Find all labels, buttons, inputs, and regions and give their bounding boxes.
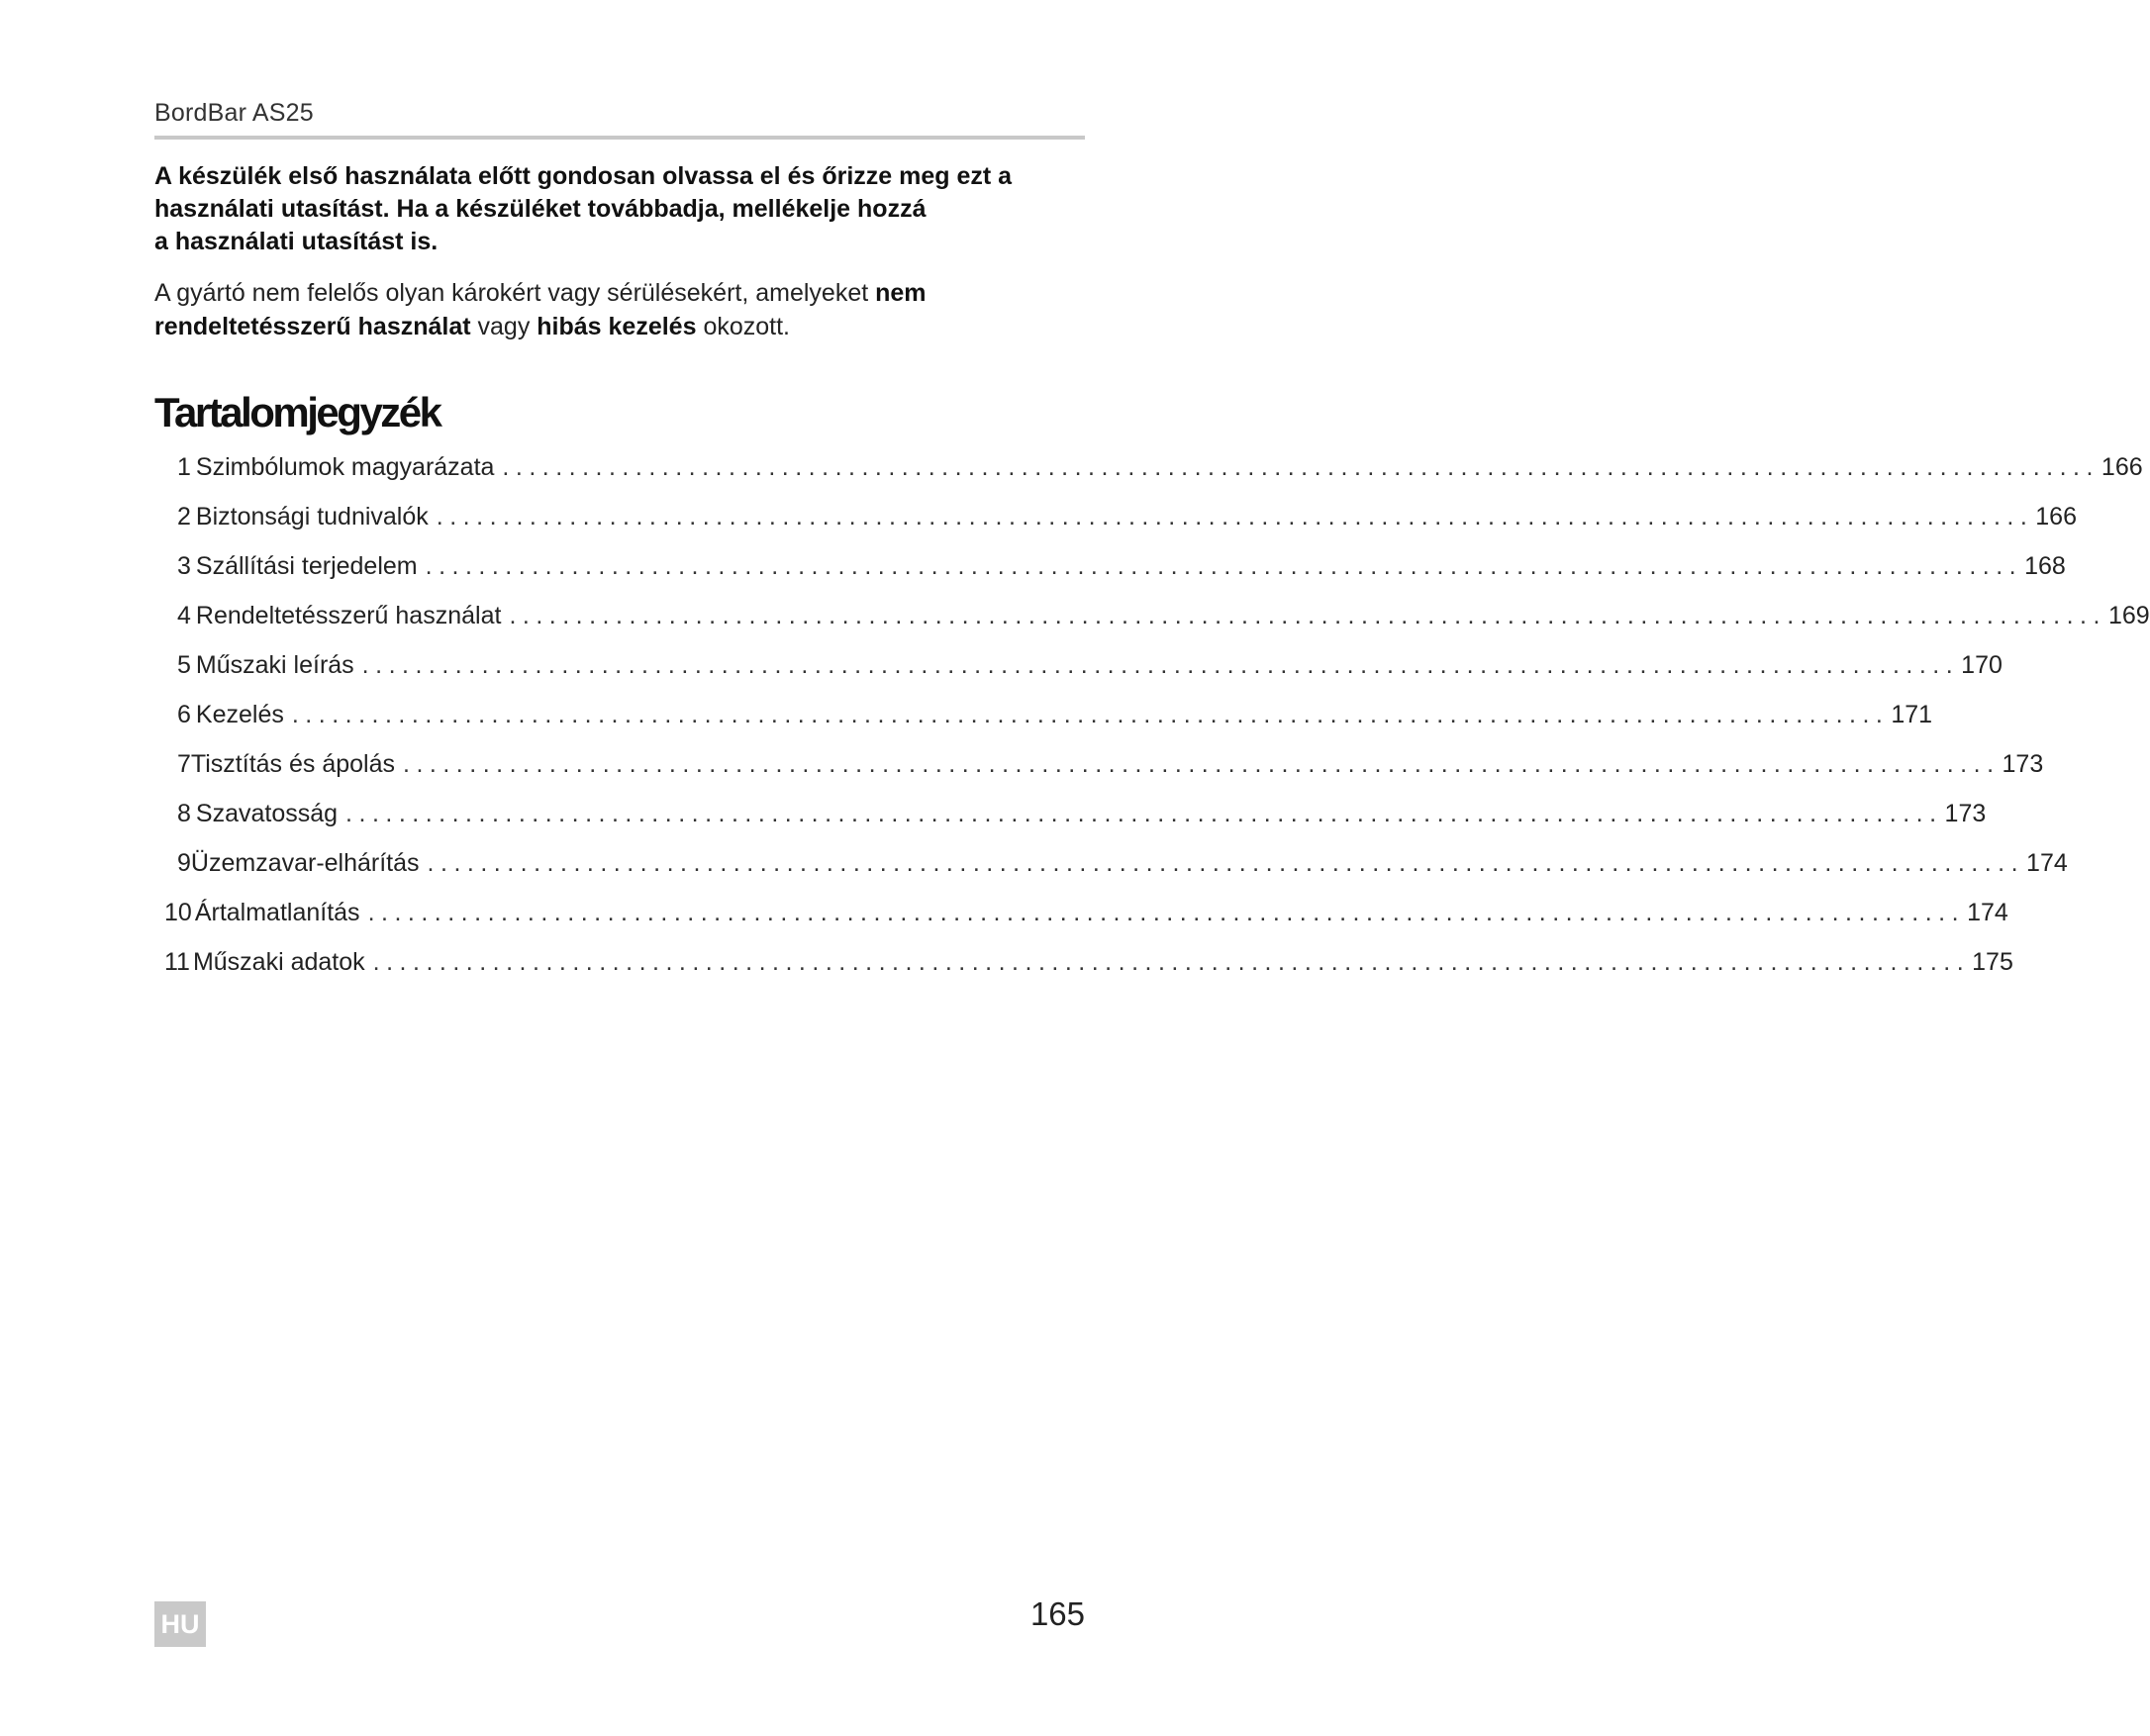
toc-entry[interactable] [177, 849, 2068, 885]
disclaimer-emphasis: nem rendeltetésszerű használat [154, 279, 927, 340]
toc-entry-page: 174 [1967, 899, 2008, 926]
toc-entry-label: Ártalmatlanítás [194, 899, 360, 926]
toc-entry-page: 175 [1972, 948, 2013, 976]
toc-entry[interactable] [177, 503, 2077, 538]
toc-entry-label: Kezelés [195, 701, 284, 728]
toc-entry-label: Szimbólumok magyarázata [195, 453, 495, 481]
toc-entry-number: 2 [177, 503, 191, 530]
toc-dot-leader: ........................................................................................................................ [367, 899, 1966, 926]
toc-dot-leader: ........................................................................................................................ [502, 453, 2100, 481]
toc-dot-leader: ........................................................................................................................ [509, 602, 2106, 629]
toc-entry-page: 169 [2107, 602, 2150, 629]
toc-entry-label: Műszaki leírás [195, 651, 354, 679]
toc-dot-leader: ........................................................................................................................ [403, 750, 2001, 778]
toc-entry-number: 9 [177, 849, 191, 877]
toc-entry-number: 7 [177, 750, 191, 778]
toc-entry-page: 174 [2026, 849, 2068, 877]
toc-entry[interactable] [177, 552, 2066, 588]
toc-entry[interactable] [177, 602, 2150, 637]
intro-line: használati utasítást. Ha a készüléket továbbadja, mellékelje hozzá [154, 195, 927, 223]
toc-dot-leader: ........................................................................................................................ [372, 948, 1971, 976]
toc-heading: Tartalomjegyzék [154, 389, 440, 435]
toc-entry-label: Üzemzavar-elhárítás [190, 849, 420, 877]
toc-entry-page: 166 [2035, 503, 2077, 530]
toc-entry-label: Szavatosság [195, 800, 339, 827]
toc-entry[interactable] [177, 750, 2044, 786]
toc-entry-label: Rendeltetésszerű használat [195, 602, 502, 629]
disclaimer-text: vagy [470, 313, 538, 340]
toc-entry-page: 173 [2002, 750, 2044, 778]
toc-entry-number: 5 [177, 651, 191, 679]
language-badge: HU [154, 1601, 206, 1647]
disclaimer-text: okozott. [696, 313, 790, 340]
toc-entry-page: 166 [2101, 453, 2143, 481]
page-number: 165 [1029, 1595, 1085, 1632]
toc-entry-number: 11 [164, 948, 190, 976]
toc-entry[interactable] [177, 651, 2003, 687]
toc-entry[interactable] [177, 453, 2143, 489]
toc-dot-leader: ........................................................................................................................ [361, 651, 1960, 679]
toc-dot-leader: ........................................................................................................................ [291, 701, 1890, 728]
toc-entry[interactable] [177, 800, 1987, 835]
toc-dot-leader: ........................................................................................................................ [427, 849, 2025, 877]
toc-dot-leader: ........................................................................................................................ [425, 552, 2023, 580]
toc-dot-leader: ........................................................................................................................ [436, 503, 2034, 530]
toc-entry-label: Biztonsági tudnivalók [195, 503, 429, 530]
toc-entry-number: 4 [177, 602, 191, 629]
disclaimer-emphasis: hibás kezelés [537, 313, 697, 340]
toc-entry-number: 8 [177, 800, 191, 827]
toc-entry-page: 168 [2024, 552, 2066, 580]
toc-entry-page: 170 [1961, 651, 2003, 679]
toc-entry-label: Szállítási terjedelem [195, 552, 418, 580]
toc-dot-leader: ........................................................................................................................ [345, 800, 1943, 827]
disclaimer-text: A gyártó nem felelős olyan károkért vagy sérülésekért, amelyeket [154, 279, 876, 307]
intro-line: a használati utasítást is. [154, 228, 439, 255]
document-title: BordBar AS25 [154, 99, 314, 127]
toc-entry[interactable] [164, 948, 2013, 984]
toc-entry-number: 6 [177, 701, 191, 728]
toc-entry[interactable] [177, 701, 1933, 736]
toc-entry-number: 3 [177, 552, 191, 580]
toc-entry[interactable] [164, 899, 2008, 934]
intro-line: A készülék első használata előtt gondosan olvassa el és őrizze meg ezt a [154, 162, 1013, 190]
toc-entry-number: 1 [177, 453, 191, 481]
toc-entry-label: Műszaki adatok [192, 948, 365, 976]
toc-entry-number: 10 [164, 899, 192, 926]
toc-entry-page: 171 [1891, 701, 1933, 728]
toc-entry-label: Tisztítás és ápolás [190, 750, 396, 778]
toc-entry-page: 173 [1944, 800, 1987, 827]
